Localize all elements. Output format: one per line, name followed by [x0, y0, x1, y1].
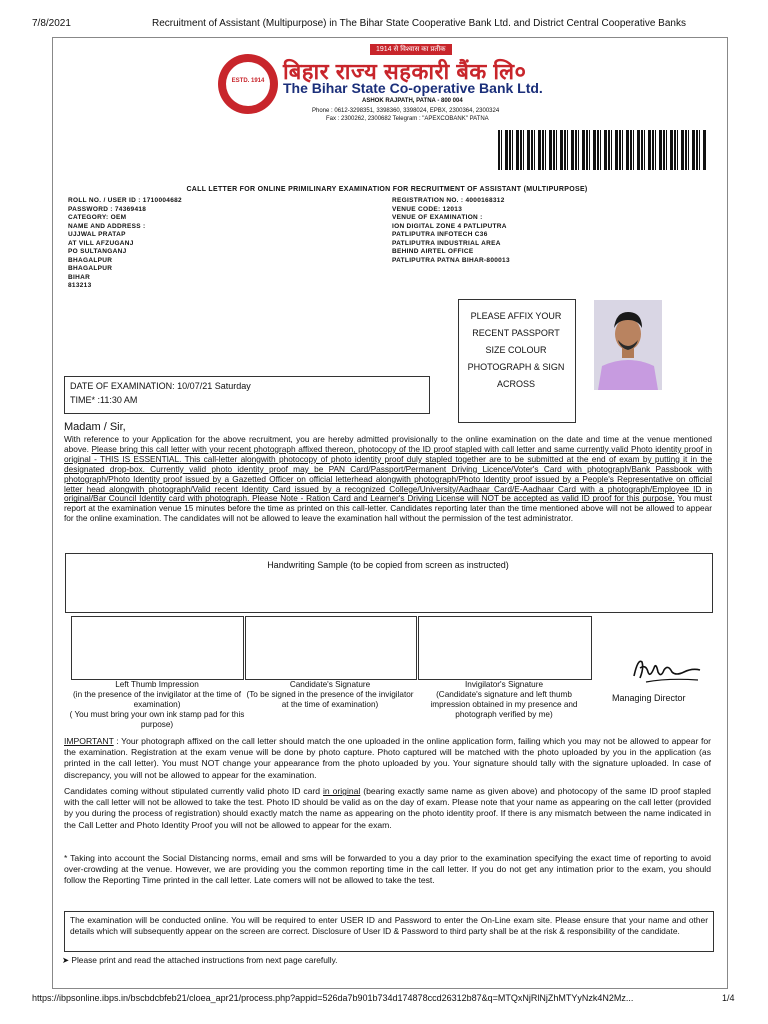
left-thumb-caption: Left Thumb Impression (in the presence of the invigilator at the time of examination) ( You must bring your own ink stamp pad for this purpose) [69, 680, 245, 729]
final-note-text: Please print and read the attached instructions from next page carefully. [71, 955, 338, 965]
print-url: https://ibpsonline.ibps.in/bscbdcbfeb21/cloea_apr21/process.php?appid=526da7b901b734d174878ccd26312b87&q=MTQxNjRlNjZhMTYyNzk4N2Mz... [32, 993, 634, 1003]
id-before: Candidates coming without stipulated currently valid photo ID card [64, 786, 323, 796]
photo-line: PLEASE AFFIX YOUR [470, 311, 562, 321]
para-reporting: You must report at the examination venue 15 minutes before the time as printed on this call-letter. Candidates reporting later than the time mentioned above will not be allowed to appear for the online examination. The candidates will not be allowed to leave the examination hall without the permission of the test administrator. [64, 493, 712, 524]
detail-line: PATLIPUTRA INFOTECH C36 [392, 231, 488, 238]
invigilator-signature-box [418, 616, 592, 680]
bank-tagline: 1914 से विश्वास का प्रतीक [370, 44, 452, 55]
photo-line: ACROSS [496, 379, 535, 389]
bank-seal-text: ESTD. 1914 [231, 78, 265, 84]
print-page-number: 1/4 [722, 993, 735, 1003]
bank-fax: Fax : 2300262, 2300682 Telegram : "APEXCOBANK" PATNA [326, 116, 489, 122]
salutation: Madam / Sir, [64, 421, 126, 433]
bank-phone: Phone : 0612-3298351, 3398360, 3398024, EPBX, 2300364, 2300324 [312, 108, 500, 114]
bank-name-english: The Bihar State Co-operative Bank Ltd. [283, 80, 543, 96]
managing-director-signature [628, 654, 704, 688]
detail-line: BEHIND AIRTEL OFFICE [392, 248, 474, 255]
print-title: Recruitment of Assistant (Multipurpose) in The Bihar State Cooperative Bank Ltd. and District Central Cooperative Banks [152, 18, 686, 29]
detail-line: 813213 [68, 282, 92, 289]
detail-line: PATLIPUTRA PATNA BIHAR-800013 [392, 256, 510, 264]
arrow-icon: ➤ [62, 955, 72, 965]
final-note [62, 955, 338, 965]
detail-line: AT VILL AFZUGANJ [68, 239, 134, 247]
detail-line: REGISTRATION NO. : 4000168312 [392, 197, 505, 204]
barcode-image [498, 130, 706, 170]
detail-line: BHAGALPUR [68, 256, 113, 264]
venue-details [392, 197, 510, 265]
important-label: IMPORTANT [64, 736, 114, 746]
important-text: : Your photograph affixed on the call letter should match the one uploaded in the online application form, failing which you may not be allowed to appear for the examination. Registration at the exam venue will be done by photo capture. Photo captured will be matched with the photo uploaded by you in the application (as printed in the call letter). You must NOT change your appearance from the photo uploaded by you. Your signature should tally with the signature uploaded. In case of discrepancy, you will not be allowed to appear for the examination. [64, 736, 711, 780]
detail-line: VENUE OF EXAMINATION : [392, 214, 483, 221]
exam-time: TIME* :11:30 AM [70, 395, 138, 405]
id-proof-paragraph [64, 786, 711, 831]
exam-date: DATE OF EXAMINATION: 10/07/21 Saturday [70, 381, 251, 391]
candidate-signature-box [245, 616, 417, 680]
detail-line: VENUE CODE: 12013 [392, 205, 463, 213]
bank-seal-inner [226, 62, 270, 106]
bank-address: ASHOK RAJPATH, PATNA - 800 004 [362, 98, 463, 104]
call-letter-title: CALL LETTER FOR ONLINE PRIMILINARY EXAMINATION FOR RECRUITMENT OF ASSISTANT (MULTIPURPOSE) [186, 186, 588, 193]
detail-line: PO SULTANGANJ [68, 248, 127, 255]
detail-line: ION DIGITAL ZONE 4 PATLIPUTRA [392, 222, 507, 230]
handwriting-sample-label: Handwriting Sample (to be copied from screen as instructed) [267, 560, 509, 570]
photo-instructions [458, 308, 574, 393]
candidate-details [68, 197, 182, 291]
detail-line: BIHAR [68, 273, 91, 281]
bank-name-hindi: बिहार राज्य सहकारी बैंक लि० [283, 59, 527, 84]
candidate-photo [594, 300, 662, 390]
important-paragraph [64, 736, 711, 781]
photo-line: PHOTOGRAPH & SIGN [467, 362, 565, 372]
detail-line: PATLIPUTRA INDUSTRIAL AREA [392, 239, 501, 247]
detail-line: ROLL NO. / USER ID : 1710004682 [68, 197, 182, 204]
detail-line: PASSWORD : 74369418 [68, 205, 147, 213]
detail-line: NAME AND ADDRESS : [68, 222, 146, 230]
detail-line: CATEGORY: OEM [68, 214, 127, 221]
managing-director-label: Managing Director [612, 693, 686, 703]
id-underlined: in original [323, 786, 361, 796]
detail-line: UJJWAL PRATAP [68, 231, 126, 238]
print-date: 7/8/2021 [32, 18, 71, 29]
admission-paragraph [64, 435, 712, 524]
online-note-text: The examination will be conducted online. You will be required to enter USER ID and Password to enter the On-Line exam site. Please ensure that your name and other details which will subsequently appear on the screen are correct. Disclosure of User ID & Password to third party shall be at the risk & responsibility of the candidate. [70, 915, 708, 936]
candidate-signature-caption: Candidate's Signature (To be signed in the presence of the invigilator at the time of examination) [246, 680, 414, 709]
para-essential: Please bring this call letter with your recent photograph affixed thereon, photocopy of the ID proof stapled with call letter and same currently valid Photo identity proof in original - THIS IS ESSENTIAL. This call-letter alongwith photocopy of photo identity proof duly stapled together are to be submitted at the end of exam by putting it in the designated drop-box. Currently valid photo identity proof may be PAN Card/Passport/Permanent Driving Licence/Voter's Card with photograph/Bank Passbook with photograph/Photo Identity proof issued by a Gazetted Officer on official letterhead alongwith photograph/Photo Identity proof issued by a People's Representative on official letter head alongwith photograph/Valid recent Identity Card issued by a recognized College/University/Aadhaar Card/E-Aadhaar Card with a photograph/Employee ID in original/Bar Council Identity card with photograph. Please Note - Ration Card and Learner's Driving License will NOT be accepted as valid ID proof for this purpose. [64, 443, 713, 504]
para-intro: With reference to your Application for the above recruitment, you are hereby admitted provisionally to the online examination on the date and time at the venue mentioned above. [64, 434, 712, 454]
photo-line: SIZE COLOUR [485, 345, 547, 355]
covid-paragraph: * Taking into account the Social Distancing norms, email and sms will be forwarded to you a day prior to the examination specifying the exact time of reporting to avoid over-crowding at the venue. However, we are providing you the common reporting time in the call letter. If you do not get any intimation prior to the exam, you should follow the Reporting Time printed in the call letter. Late comers will not be allowed to take the test. [64, 853, 711, 886]
left-thumb-box [71, 616, 244, 680]
detail-line: BHAGALPUR [68, 265, 113, 272]
invigilator-signature-caption: Invigilator's Signature (Candidate's signature and left thumb impression obtained in my presence and photograph verified by me) [430, 680, 578, 719]
id-after: (bearing exactly same name as given above) and photocopy of the same ID proof stapled with the call letter will not be allowed to take the test. Photo ID should be valid as on the day of exam. Please note that your name as appearing on the call letter (provided by you during the process of registration) should exactly match the name as appearing on the photo identity proof. If there is any mismatch between the name indicated in the Call Letter and Photo Identity Proof you will not be allowed to appear for the exam. [64, 786, 711, 830]
photo-line: RECENT PASSPORT [472, 328, 560, 338]
